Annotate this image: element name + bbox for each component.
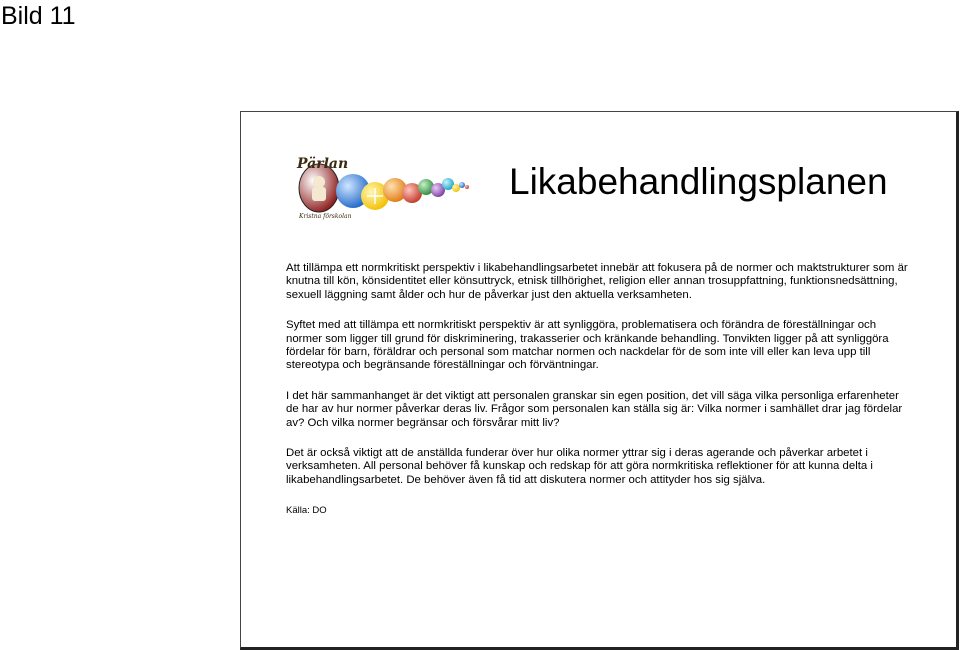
paragraph-3: I det här sammanhanget är det viktigt att personalen granskar sin egen position, det vill säga vilka personliga erfarenheter de har av hur normer påverkar deras liv. Frågor som personalen kan ställa sig är: Vilka normer i samhället drar jag fördelar av? Och vilka normer begränsar och försvårar mitt liv? <box>286 389 903 429</box>
paragraph-1: Att tillämpa ett normkritiskt perspektiv i likabehandlingsarbetet innebär att fokusera på de normer och maktstrukturer som är knutna till kön, könsidentitet eller könsuttryck, etnisk tillhörighet, religion eller annan trosuppfattning, funktionsnedsättning, sexuell läggning samt ålder och hur de påverkar just den aktuella verksamheten. <box>286 262 908 301</box>
paragraph-4: Det är också viktigt att de anställda funderar över hur olika normer yttrar sig i deras agerande och påverkar arbetet i verksamheten. All personal behöver få kunskap och redskap för att göra normkritiska reflektioner för att kunna delta i likabehandlingsarbetet. De behöver även få tid att diskutera normer och attityder hos sig själva. <box>286 447 873 486</box>
logo-name: Pärlan <box>297 156 349 172</box>
logo-subtext: Kristna förskolan <box>299 213 352 220</box>
slide-title: Likabehandlingsplanen <box>509 161 888 202</box>
paragraph-2: Syftet med att tillämpa ett normkritiskt perspektiv är att synliggöra, problematisera och förändra de föreställningar och normer som ligger till grund för diskriminering, trakasserier och kränkande behandling. Tonvikten ligger på att synliggöra fördelar för barn, föräldrar och personal som matchar normen och nackdelar för de som inte vill eller kan leva upp till stereotypa och begränsande föreställningar och förväntningar. <box>286 319 889 372</box>
logo-graphic <box>291 154 481 222</box>
slide <box>240 111 959 650</box>
parlan-logo <box>291 154 481 222</box>
slide-body <box>286 262 911 518</box>
page-label: Bild 11 <box>1 2 76 30</box>
source-citation: Källa: DO <box>286 505 327 517</box>
